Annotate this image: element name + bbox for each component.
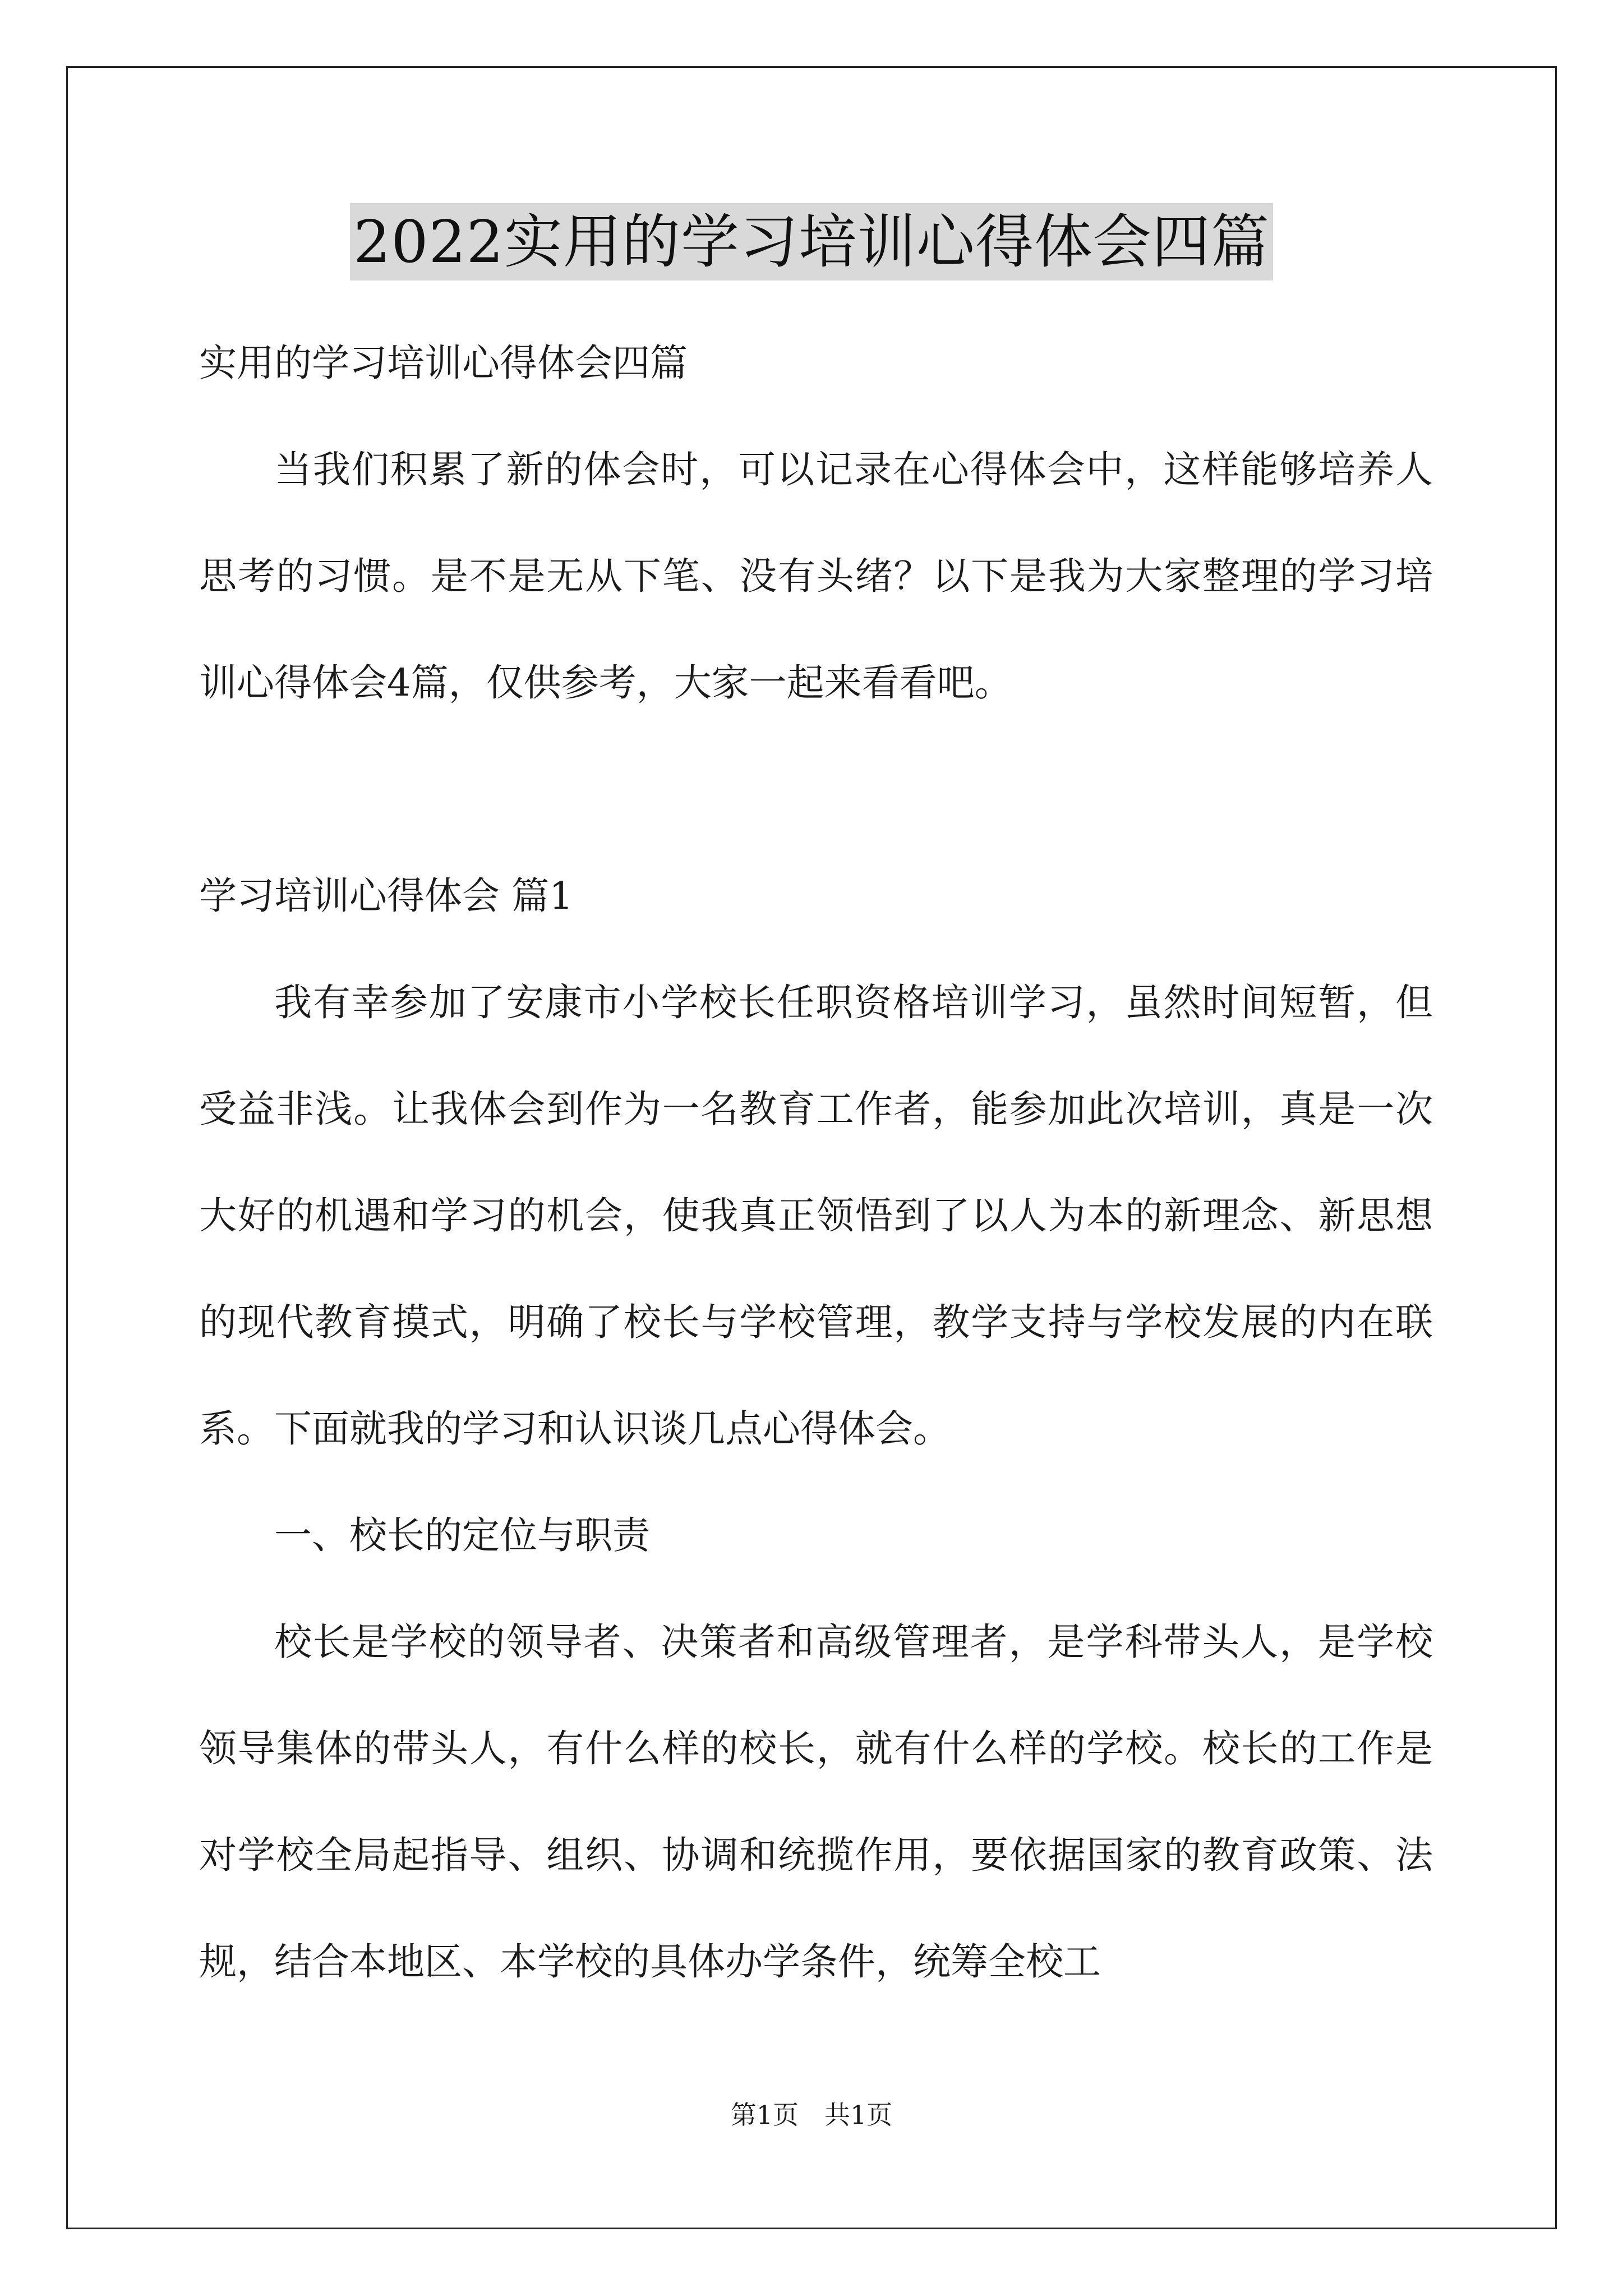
- intro-paragraph: 当我们积累了新的体会时，可以记录在心得体会中，这样能够培养人思考的习惯。是不是无从下笔、没有头绪？以下是我为大家整理的学习培训心得体会4篇，仅供参考，大家一起来看看吧。: [199, 448, 1433, 705]
- body-paragraph: 校长是学校的领导者、决策者和高级管理者，是学科带头人，是学校领导集体的带头人，有什么样的校长，就有什么样的学校。校长的工作是对学校全局起指导、组织、协调和统揽作用，要依据国家的教育政策、法规，结合本地区、本学校的具体办学条件，统筹全校工: [199, 1620, 1433, 1984]
- page-footer: [0, 2098, 1623, 2132]
- subheading-paragraph: 一、校长的定位与职责: [274, 1513, 650, 1557]
- page-number: 第1页: [730, 2100, 799, 2130]
- body-paragraph: 我有幸参加了安康市小学校长任职资格培训学习，虽然时间短暂，但受益非浅。让我体会到作为一名教育工作者，能参加此次培训，真是一次大好的机遇和学习的机会，使我真正领悟到了以人为本的新理念、新思想的现代教育摸式，明确了校长与学校管理，教学支持与学校发展的内在联系。下面就我的学习和认识谈几点心得体会。: [199, 981, 1433, 1451]
- section-heading: 学习培训心得体会 篇1: [199, 874, 573, 918]
- section-spacer: [199, 736, 1433, 843]
- title-container: [0, 203, 1623, 280]
- document-title: 2022实用的学习培训心得体会四篇: [350, 203, 1273, 280]
- page-total: 共1页: [824, 2100, 893, 2130]
- document-subtitle: 实用的学习培训心得体会四篇: [199, 341, 688, 385]
- document-body: [199, 310, 1433, 2015]
